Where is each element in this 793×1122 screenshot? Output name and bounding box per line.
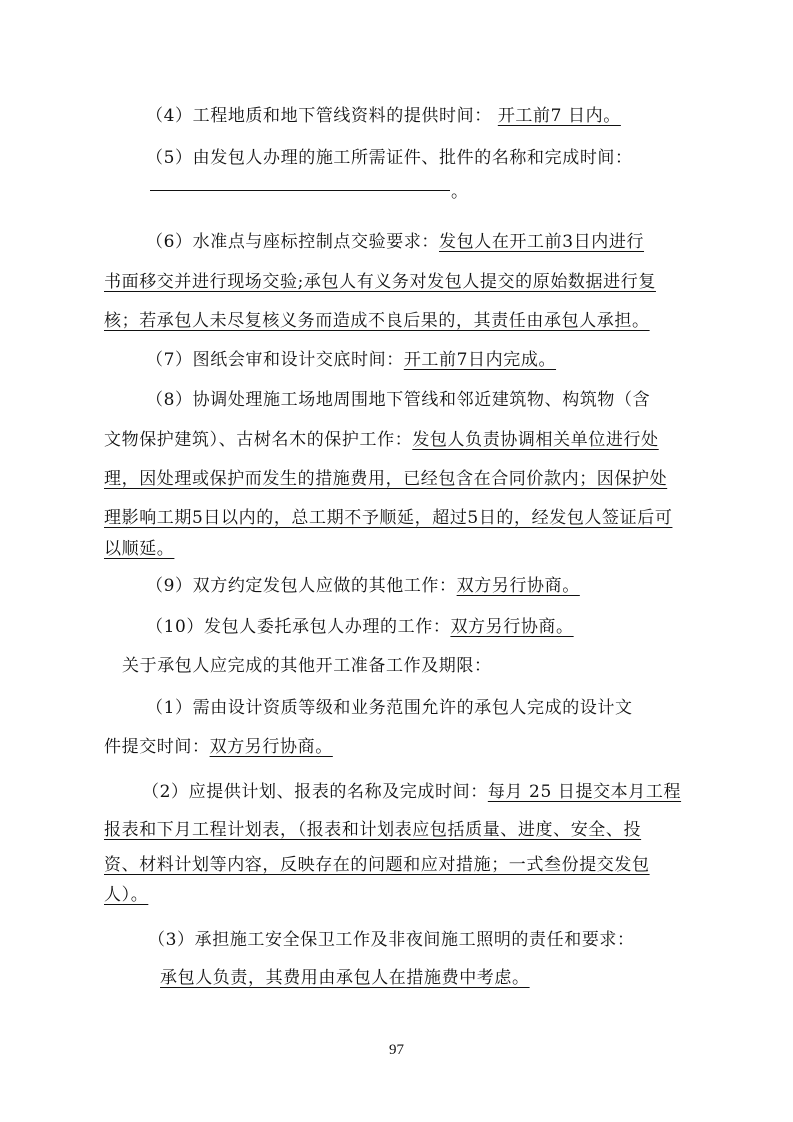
clause-value: 人）。: [104, 885, 149, 905]
section-heading-text: 关于承包人应完成的其他开工准备工作及期限：: [122, 656, 492, 676]
contractor-item-2-cont-1: [0, 818, 793, 842]
clause-value: 每月 25 日提交本月工程: [487, 782, 682, 802]
clause-label: （9）双方约定发包人应做的其他工作：: [146, 576, 457, 596]
clause-10: [0, 615, 793, 639]
clause-value: 双方另行协商。: [209, 737, 333, 757]
contractor-item-1-cont: [0, 735, 793, 759]
clause-value: 双方另行协商。: [450, 617, 574, 637]
clause-value: 以顺延。: [104, 539, 175, 559]
clause-8: [0, 388, 793, 412]
clause-value: 发包人负责协调相关单位进行处: [412, 430, 659, 450]
clause-5: [0, 146, 793, 170]
clause-label: 文物保护建筑）、古树名木的保护工作：: [104, 430, 413, 450]
clause-value: 开工前7 日内。: [497, 106, 621, 126]
clause-label: （5）由发包人办理的施工所需证件、批件的名称和完成时间：: [146, 148, 633, 168]
clause-value: 双方另行协商。: [456, 576, 580, 596]
clause-value: 书面移交并进行现场交验;承包人有义务对发包人提交的原始数据进行复: [104, 272, 656, 292]
clause-value: 资、材料计划等内容，反映存在的问题和应对措施；一式叁份提交发包: [104, 855, 650, 875]
clause-label: （3）承担施工安全保卫工作及非夜间施工照明的责任和要求：: [148, 930, 635, 950]
clause-value: 承包人负责，其费用由承包人在措施费中考虑。: [160, 968, 530, 988]
clause-value: 理，因处理或保护而发生的措施费用，已经包含在合同价款内；因保护处: [104, 469, 668, 489]
clause-8-cont-1: [0, 428, 793, 452]
clause-value: 开工前7日内完成。: [403, 350, 557, 370]
contractor-item-2-cont-2: [0, 853, 793, 877]
clause-8-cont-4: [0, 537, 793, 561]
clause-6-cont-1: [0, 270, 793, 294]
clause-value: 核；若承包人未尽复核义务而造成不良后果的，其责任由承包人承担。: [104, 311, 650, 331]
page-number: 97: [389, 1042, 404, 1058]
clause-9: [0, 574, 793, 598]
blank-end-mark: 。: [451, 182, 468, 202]
clause-label: （1）需由设计资质等级和业务范围允许的承包人完成的设计文: [146, 698, 633, 718]
clause-label: （8）协调处理施工场地周围地下管线和邻近建筑物、构筑物（含: [146, 390, 651, 410]
contractor-item-3-cont: [0, 966, 793, 990]
clause-value: 报表和下月工程计划表，（报表和计划表应包括质量、进度、安全、投: [104, 820, 642, 840]
clause-8-cont-2: [0, 467, 793, 491]
contractor-item-2-cont-3: [0, 883, 793, 907]
clause-6-cont-2: [0, 309, 793, 333]
section-heading: [0, 654, 793, 678]
clause-value: 发包人在开工前3日内进行: [439, 232, 645, 252]
contractor-item-1: [0, 696, 793, 720]
contractor-item-3: [0, 928, 793, 952]
clause-label: 件提交时间：: [104, 737, 210, 757]
clause-label: （2）应提供计划、报表的名称及完成时间：: [142, 782, 488, 802]
clause-7: [0, 348, 793, 372]
clause-4: [0, 104, 793, 128]
clause-label: （7）图纸会审和设计交底时间：: [146, 350, 404, 370]
clause-label: （10）发包人委托承包人办理的工作：: [146, 617, 451, 637]
clause-value: 理影响工期5日以内的，总工期不予顺延，超过5日的，经发包人签证后可: [104, 508, 673, 528]
clause-8-cont-3: [0, 506, 793, 530]
clause-label: （4）工程地质和地下管线资料的提供时间：: [146, 106, 492, 126]
clause-6: [0, 230, 793, 254]
blank-fill-line: [150, 190, 450, 191]
contractor-item-2: [0, 780, 793, 804]
clause-label: （6）水准点与座标控制点交验要求：: [146, 232, 440, 252]
